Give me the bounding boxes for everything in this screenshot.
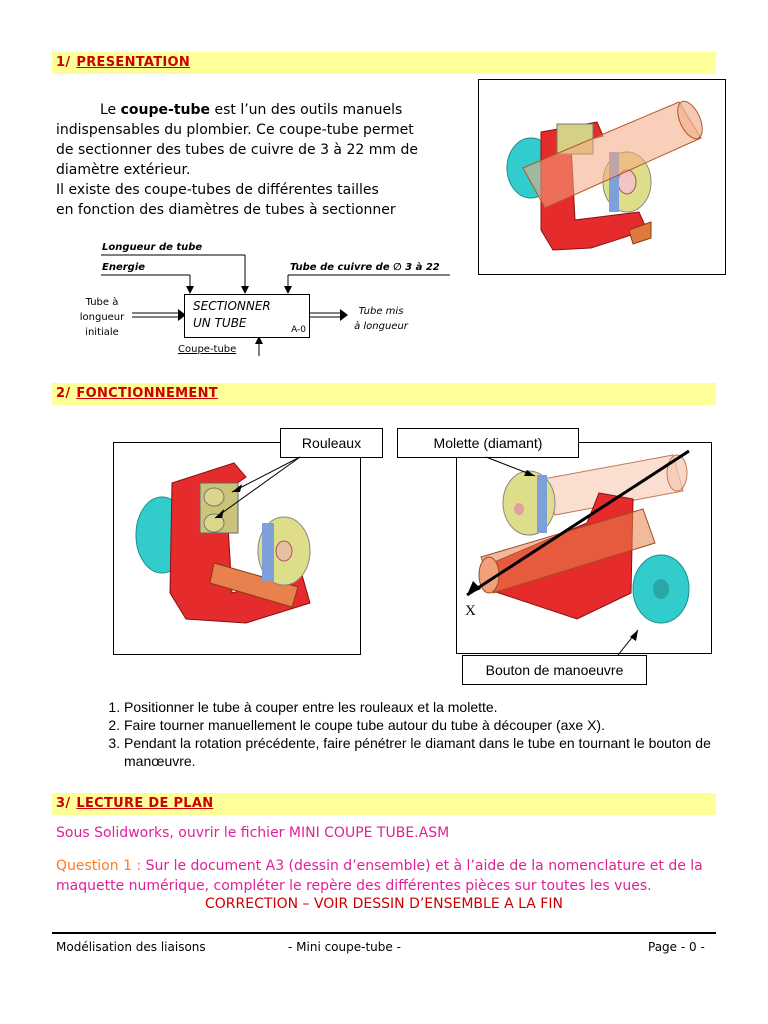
footer-left: Modélisation des liaisons xyxy=(56,940,206,954)
footer-divider xyxy=(52,932,716,934)
section-1-heading: 1/ PRESENTATION xyxy=(56,55,191,70)
question-label: Question 1 : xyxy=(56,858,142,874)
right-output-label: Tube mis à longueur xyxy=(354,306,408,332)
function-box-code: A-0 xyxy=(291,325,306,335)
section-3-heading: 3/ LECTURE DE PLAN xyxy=(56,796,214,811)
question-1: Question 1 : Sur le document A3 (dessin d’ensemble) et à l’aide de la nomenclature et de la maquette numérique, compléter le repère des différentes pièces sur toutes les vues. xyxy=(56,858,703,894)
section-2-heading: 2/ FONCTIONNEMENT xyxy=(56,386,218,401)
axis-x-label: X xyxy=(465,603,476,619)
footer-center: - Mini coupe-tube - xyxy=(288,940,401,954)
callout-knob: Bouton de manoeuvre xyxy=(462,655,647,685)
solidworks-instruction: Sous Solidworks, ouvrir le fichier MINI COUPE TUBE.ASM xyxy=(56,825,450,841)
left-input-label: Tube à longueur initiale xyxy=(79,297,125,338)
intro-line-4: diamètre extérieur. xyxy=(56,162,191,178)
intro-line-2: indispensables du plombier. Ce coupe-tube permet xyxy=(56,122,414,138)
support-label: Coupe-tube xyxy=(178,344,237,355)
steps-list xyxy=(88,698,754,770)
function-box-line-2: UN TUBE xyxy=(193,316,247,330)
function-box-line-1: SECTIONNER xyxy=(193,299,271,313)
step-item: 3. Pendant la rotation précédente, faire pénétrer le diamant dans le tube en tournant le bouton de manœuvre. xyxy=(124,734,754,770)
intro-line-1: Le coupe-tube est l’un des outils manuels xyxy=(100,102,403,118)
input-length-label: Longueur de tube xyxy=(102,242,203,253)
input-energy-label: Energie xyxy=(102,262,146,273)
correction-note: CORRECTION – VOIR DESSIN D’ENSEMBLE A LA FIN xyxy=(205,896,563,912)
step-item: 1. Positionner le tube à couper entre les rouleaux et la molette. xyxy=(124,698,754,716)
callout-rollers: Rouleaux xyxy=(280,428,383,458)
step-item: 2. Faire tourner manuellement le coupe tube autour du tube à découper (axe X). xyxy=(124,716,754,734)
intro-line-5: Il existe des coupe-tubes de différentes tailles xyxy=(56,182,379,198)
section-3-band xyxy=(52,793,716,815)
intro-line-6: en fonction des diamètres de tubes à sectionner xyxy=(56,202,396,218)
callout-wheel: Molette (diamant) xyxy=(397,428,579,458)
footer-page-number: Page - 0 - xyxy=(648,940,705,954)
intro-line-3: de sectionner des tubes de cuivre de 3 à 22 mm de xyxy=(56,142,418,158)
input-copper-label: Tube de cuivre de ∅ 3 à 22 xyxy=(290,262,440,273)
